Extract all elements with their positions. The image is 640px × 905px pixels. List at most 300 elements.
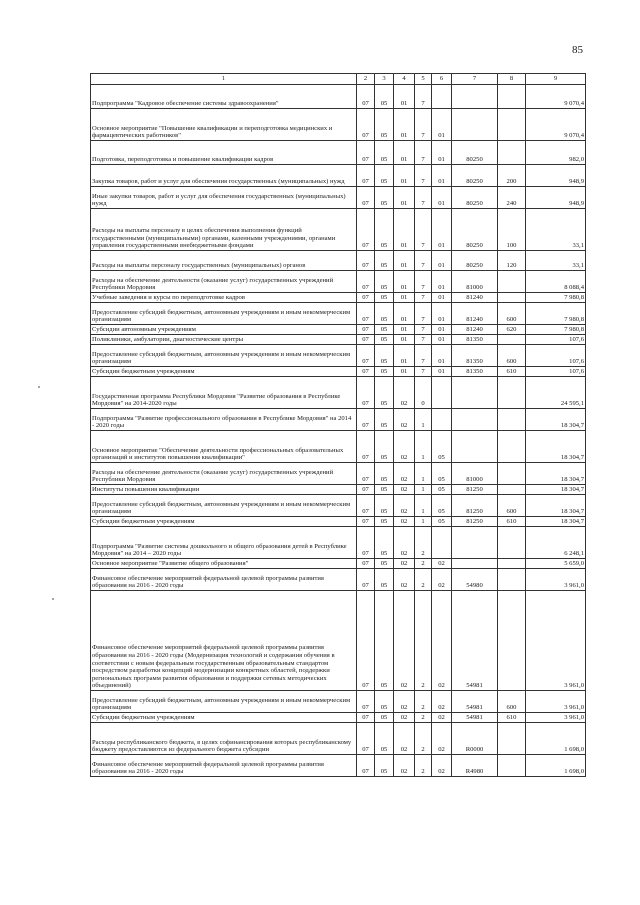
row-amount: 107,6 — [526, 335, 586, 345]
page-number: 85 — [572, 44, 583, 56]
code-measure: 02 — [432, 713, 452, 723]
code-subprogram: 7 — [415, 109, 432, 141]
code-direction: 80250 — [452, 141, 498, 165]
code-expense-type: 240 — [498, 187, 526, 209]
code-direction: 80250 — [452, 165, 498, 187]
code-section: 07 — [357, 527, 375, 559]
code-measure — [432, 85, 452, 109]
code-subsection: 05 — [375, 409, 394, 431]
row-description: Предоставление субсидий бюджетным, автономным учреждениям и иным некоммерческим организациям — [91, 345, 357, 367]
code-direction — [452, 527, 498, 559]
code-direction: 81000 — [452, 463, 498, 485]
row-amount: 948,9 — [526, 165, 586, 187]
table-row — [91, 723, 586, 755]
code-section: 07 — [357, 377, 375, 409]
code-section: 07 — [357, 463, 375, 485]
code-measure: 01 — [432, 271, 452, 293]
code-expense-type — [498, 377, 526, 409]
code-subsection: 05 — [375, 559, 394, 569]
code-program: 01 — [394, 271, 415, 293]
code-measure: 01 — [432, 187, 452, 209]
code-direction: 81240 — [452, 325, 498, 335]
column-number-row — [91, 74, 586, 85]
row-description: Подпрограмма "Кадровое обеспечение системы здравоохранения" — [91, 85, 357, 109]
row-amount: 24 595,1 — [526, 377, 586, 409]
code-program: 01 — [394, 293, 415, 303]
row-amount: 33,1 — [526, 251, 586, 271]
code-direction: 81250 — [452, 517, 498, 527]
code-program: 01 — [394, 109, 415, 141]
code-subprogram: 1 — [415, 431, 432, 463]
row-amount: 3 961,0 — [526, 713, 586, 723]
code-subprogram: 2 — [415, 691, 432, 713]
code-direction: 54981 — [452, 591, 498, 691]
table-row — [91, 377, 586, 409]
code-section: 07 — [357, 209, 375, 251]
table-row — [91, 591, 586, 691]
code-expense-type — [498, 723, 526, 755]
code-direction: 81000 — [452, 271, 498, 293]
code-program: 02 — [394, 569, 415, 591]
code-program: 02 — [394, 723, 415, 755]
code-subsection: 05 — [375, 463, 394, 485]
table-row — [91, 527, 586, 559]
code-subprogram: 2 — [415, 559, 432, 569]
code-expense-type: 600 — [498, 303, 526, 325]
code-subsection: 05 — [375, 713, 394, 723]
code-subsection: 05 — [375, 109, 394, 141]
row-amount: 3 961,0 — [526, 569, 586, 591]
code-measure: 01 — [432, 345, 452, 367]
code-program: 02 — [394, 755, 415, 777]
row-description: Предоставление субсидий бюджетным, автономным учреждениям и иным некоммерческим организациям — [91, 303, 357, 325]
row-amount: 8 088,4 — [526, 271, 586, 293]
code-expense-type: 120 — [498, 251, 526, 271]
code-section: 07 — [357, 335, 375, 345]
row-amount: 18 304,7 — [526, 485, 586, 495]
row-amount: 107,6 — [526, 367, 586, 377]
table-row — [91, 713, 586, 723]
row-amount: 18 304,7 — [526, 495, 586, 517]
code-measure: 01 — [432, 251, 452, 271]
code-subsection: 05 — [375, 495, 394, 517]
row-amount: 7 980,8 — [526, 303, 586, 325]
column-header: 9 — [526, 74, 586, 85]
row-description: Основное мероприятие "Обеспечение деятельности профессиональных образовательных организаций и институтов повышения квалификации" — [91, 431, 357, 463]
column-header: 6 — [432, 74, 452, 85]
code-measure: 02 — [432, 723, 452, 755]
code-program: 02 — [394, 377, 415, 409]
code-subprogram: 7 — [415, 367, 432, 377]
code-subprogram: 2 — [415, 591, 432, 691]
code-expense-type — [498, 271, 526, 293]
row-amount: 982,0 — [526, 141, 586, 165]
table-row — [91, 271, 586, 293]
table-row — [91, 495, 586, 517]
code-expense-type — [498, 527, 526, 559]
row-description: Подпрограмма "Развитие профессионального образования в Республике Мордовия" на 2014 - 2020 годы — [91, 409, 357, 431]
table-row — [91, 165, 586, 187]
code-measure: 01 — [432, 325, 452, 335]
code-program: 02 — [394, 409, 415, 431]
code-measure: 01 — [432, 293, 452, 303]
code-subsection: 05 — [375, 325, 394, 335]
code-expense-type: 620 — [498, 325, 526, 335]
code-direction: 81350 — [452, 335, 498, 345]
code-direction: 54980 — [452, 569, 498, 591]
row-amount: 3 961,0 — [526, 691, 586, 713]
row-description: Учебные заведения и курсы по переподготовке кадров — [91, 293, 357, 303]
code-expense-type — [498, 485, 526, 495]
table-row — [91, 409, 586, 431]
code-subprogram: 7 — [415, 187, 432, 209]
code-subprogram: 1 — [415, 517, 432, 527]
row-amount: 18 304,7 — [526, 463, 586, 485]
code-subprogram: 7 — [415, 325, 432, 335]
code-subsection: 05 — [375, 691, 394, 713]
code-program: 01 — [394, 367, 415, 377]
code-direction: 80250 — [452, 209, 498, 251]
row-description: Расходы на выплаты персоналу в целях обеспечения выполнения функций государственными (муниципальными) органами, казенными учреждениями, органами управления государственными внебюджетными фондами — [91, 209, 357, 251]
code-subprogram: 0 — [415, 377, 432, 409]
code-subprogram: 7 — [415, 335, 432, 345]
code-section: 07 — [357, 271, 375, 293]
code-expense-type: 610 — [498, 713, 526, 723]
code-program: 02 — [394, 559, 415, 569]
code-expense-type — [498, 85, 526, 109]
code-subprogram: 2 — [415, 527, 432, 559]
code-section: 07 — [357, 251, 375, 271]
code-expense-type: 600 — [498, 495, 526, 517]
row-description: Субсидии автономным учреждениям — [91, 325, 357, 335]
row-amount: 107,6 — [526, 345, 586, 367]
code-section: 07 — [357, 559, 375, 569]
code-program: 01 — [394, 165, 415, 187]
column-header: 7 — [452, 74, 498, 85]
code-direction: 81240 — [452, 303, 498, 325]
row-amount: 6 248,1 — [526, 527, 586, 559]
code-expense-type: 100 — [498, 209, 526, 251]
code-program: 02 — [394, 495, 415, 517]
code-section: 07 — [357, 755, 375, 777]
code-subsection: 05 — [375, 755, 394, 777]
code-expense-type: 600 — [498, 691, 526, 713]
code-direction — [452, 377, 498, 409]
column-header: 8 — [498, 74, 526, 85]
code-subprogram: 1 — [415, 485, 432, 495]
code-section: 07 — [357, 691, 375, 713]
code-direction — [452, 431, 498, 463]
code-measure: 05 — [432, 431, 452, 463]
column-header: 3 — [375, 74, 394, 85]
code-program: 01 — [394, 251, 415, 271]
table-row — [91, 569, 586, 591]
code-direction — [452, 559, 498, 569]
code-expense-type — [498, 293, 526, 303]
row-description: Финансовое обеспечение мероприятий федеральной целевой программы развития образования на 2016 - 2020 годы — [91, 569, 357, 591]
code-direction: 80250 — [452, 251, 498, 271]
code-expense-type — [498, 463, 526, 485]
code-expense-type — [498, 755, 526, 777]
code-direction: 54981 — [452, 691, 498, 713]
code-subsection: 05 — [375, 345, 394, 367]
code-subsection: 05 — [375, 85, 394, 109]
code-program: 02 — [394, 713, 415, 723]
code-section: 07 — [357, 723, 375, 755]
row-description: Субсидии бюджетным учреждениям — [91, 367, 357, 377]
code-measure: 02 — [432, 591, 452, 691]
code-measure: 01 — [432, 335, 452, 345]
code-section: 07 — [357, 591, 375, 691]
table-row — [91, 367, 586, 377]
code-program: 01 — [394, 345, 415, 367]
row-amount: 3 961,0 — [526, 591, 586, 691]
code-subsection: 05 — [375, 527, 394, 559]
code-subsection: 05 — [375, 251, 394, 271]
code-subsection: 05 — [375, 165, 394, 187]
code-expense-type — [498, 559, 526, 569]
code-expense-type — [498, 409, 526, 431]
code-subsection: 05 — [375, 569, 394, 591]
column-header: 5 — [415, 74, 432, 85]
row-amount: 1 698,0 — [526, 723, 586, 755]
code-measure: 02 — [432, 691, 452, 713]
row-description: Финансовое обеспечение мероприятий федеральной целевой программы развития образования на 2016 - 2020 годы (Модернизация технологий и содержания обучения в соответствии с новым федеральным государственным образовательным стандартом посредством разработки концепций модернизации конкретных областей, поддержки региональных программ развития образования и поддержки сетевых методических объединений) — [91, 591, 357, 691]
code-subsection: 05 — [375, 377, 394, 409]
code-expense-type: 200 — [498, 165, 526, 187]
code-subprogram: 7 — [415, 293, 432, 303]
code-section: 07 — [357, 141, 375, 165]
code-subsection: 05 — [375, 723, 394, 755]
code-expense-type — [498, 591, 526, 691]
code-subprogram: 2 — [415, 713, 432, 723]
code-expense-type — [498, 141, 526, 165]
code-subprogram: 7 — [415, 141, 432, 165]
code-subprogram: 7 — [415, 251, 432, 271]
table-row — [91, 209, 586, 251]
code-subprogram: 2 — [415, 569, 432, 591]
code-subprogram: 7 — [415, 209, 432, 251]
code-program: 02 — [394, 431, 415, 463]
code-section: 07 — [357, 325, 375, 335]
row-amount: 9 070,4 — [526, 109, 586, 141]
table-row — [91, 345, 586, 367]
code-section: 07 — [357, 165, 375, 187]
code-expense-type: 600 — [498, 345, 526, 367]
column-header: 2 — [357, 74, 375, 85]
code-section: 07 — [357, 409, 375, 431]
code-program: 01 — [394, 187, 415, 209]
code-direction: 81250 — [452, 495, 498, 517]
row-amount: 33,1 — [526, 209, 586, 251]
code-program: 02 — [394, 517, 415, 527]
code-measure: 05 — [432, 517, 452, 527]
row-description: Основное мероприятие "Повышение квалификации и переподготовка медицинских и фармацевтических работников" — [91, 109, 357, 141]
code-measure — [432, 377, 452, 409]
code-measure: 01 — [432, 303, 452, 325]
code-program: 01 — [394, 209, 415, 251]
code-subprogram: 7 — [415, 271, 432, 293]
row-description: Расходы республиканского бюджета, в целях софинансирования которых республиканскому бюджету предоставляются из федерального бюджета субсидии — [91, 723, 357, 755]
row-description: Расходы на выплаты персоналу государственных (муниципальных) органов — [91, 251, 357, 271]
row-amount: 1 698,0 — [526, 755, 586, 777]
code-measure — [432, 409, 452, 431]
table-row — [91, 463, 586, 485]
column-header: 1 — [91, 74, 357, 85]
code-subprogram: 7 — [415, 165, 432, 187]
table-row — [91, 517, 586, 527]
table-row — [91, 293, 586, 303]
row-description: Финансовое обеспечение мероприятий федеральной целевой программы развития образования на 2016 - 2020 годы — [91, 755, 357, 777]
code-subprogram: 7 — [415, 345, 432, 367]
code-subsection: 05 — [375, 485, 394, 495]
code-section: 07 — [357, 713, 375, 723]
code-measure: 01 — [432, 109, 452, 141]
code-subsection: 05 — [375, 209, 394, 251]
table-row — [91, 691, 586, 713]
code-subsection: 05 — [375, 517, 394, 527]
table-row — [91, 431, 586, 463]
code-expense-type — [498, 335, 526, 345]
code-direction: 81250 — [452, 485, 498, 495]
code-expense-type: 610 — [498, 367, 526, 377]
code-program: 01 — [394, 303, 415, 325]
code-section: 07 — [357, 517, 375, 527]
code-measure: 02 — [432, 755, 452, 777]
code-subprogram: 7 — [415, 85, 432, 109]
code-measure: 01 — [432, 165, 452, 187]
row-description: Расходы на обеспечение деятельности (оказание услуг) государственных учреждений Республики Мордовия — [91, 271, 357, 293]
row-description: Иные закупки товаров, работ и услуг для обеспечения государственных (муниципальных) нужд — [91, 187, 357, 209]
code-measure: 05 — [432, 463, 452, 485]
row-description: Институты повышения квалификации — [91, 485, 357, 495]
row-amount: 18 304,7 — [526, 517, 586, 527]
code-subprogram: 1 — [415, 463, 432, 485]
code-subprogram: 1 — [415, 409, 432, 431]
table-row — [91, 335, 586, 345]
table-row — [91, 187, 586, 209]
code-measure — [432, 527, 452, 559]
scan-speck — [52, 598, 54, 600]
table-row — [91, 325, 586, 335]
code-section: 07 — [357, 109, 375, 141]
row-description: Государственная программа Республики Мордовия "Развитие образования в Республике Мордовия" на 2014-2020 годы — [91, 377, 357, 409]
row-amount: 9 070,4 — [526, 85, 586, 109]
row-amount: 7 980,8 — [526, 293, 586, 303]
code-section: 07 — [357, 293, 375, 303]
code-subsection: 05 — [375, 271, 394, 293]
budget-table — [90, 73, 586, 777]
code-subsection: 05 — [375, 591, 394, 691]
row-description: Основное мероприятие "Развитие общего образования" — [91, 559, 357, 569]
code-subprogram: 1 — [415, 495, 432, 517]
code-expense-type — [498, 431, 526, 463]
column-header: 4 — [394, 74, 415, 85]
code-measure: 01 — [432, 367, 452, 377]
table-header — [91, 74, 586, 85]
row-description: Подготовка, переподготовка и повышение квалификации кадров — [91, 141, 357, 165]
row-description: Субсидии бюджетным учреждениям — [91, 517, 357, 527]
code-subprogram: 2 — [415, 723, 432, 755]
code-direction: 81350 — [452, 345, 498, 367]
row-description: Предоставление субсидий бюджетным, автономным учреждениям и иным некоммерческим организациям — [91, 691, 357, 713]
code-direction: 81350 — [452, 367, 498, 377]
table-row — [91, 559, 586, 569]
code-expense-type — [498, 569, 526, 591]
table-row — [91, 141, 586, 165]
code-direction — [452, 409, 498, 431]
code-program: 02 — [394, 463, 415, 485]
code-section: 07 — [357, 303, 375, 325]
code-section: 07 — [357, 431, 375, 463]
table-row — [91, 303, 586, 325]
code-subprogram: 2 — [415, 755, 432, 777]
table-body — [91, 85, 586, 777]
code-subsection: 05 — [375, 367, 394, 377]
row-description: Подпрограмма "Развитие системы дошкольного и общего образования детей в Республике Мордовия" на 2014 – 2020 годы — [91, 527, 357, 559]
code-direction: 80250 — [452, 187, 498, 209]
code-measure: 05 — [432, 485, 452, 495]
row-description: Поликлиники, амбулатории, диагностические центры — [91, 335, 357, 345]
code-program: 01 — [394, 335, 415, 345]
code-measure: 01 — [432, 209, 452, 251]
table-row — [91, 755, 586, 777]
code-section: 07 — [357, 345, 375, 367]
row-description: Закупка товаров, работ и услуг для обеспечения государственных (муниципальных) нужд — [91, 165, 357, 187]
code-measure: 01 — [432, 141, 452, 165]
code-subsection: 05 — [375, 187, 394, 209]
code-section: 07 — [357, 485, 375, 495]
code-program: 02 — [394, 691, 415, 713]
code-program: 01 — [394, 141, 415, 165]
code-direction: R4980 — [452, 755, 498, 777]
code-subsection: 05 — [375, 335, 394, 345]
code-direction — [452, 109, 498, 141]
code-subprogram: 7 — [415, 303, 432, 325]
code-program: 02 — [394, 485, 415, 495]
row-description: Субсидии бюджетным учреждениям — [91, 713, 357, 723]
code-section: 07 — [357, 495, 375, 517]
code-subsection: 05 — [375, 303, 394, 325]
code-program: 02 — [394, 527, 415, 559]
code-measure: 02 — [432, 569, 452, 591]
code-direction: 81240 — [452, 293, 498, 303]
code-program: 01 — [394, 85, 415, 109]
code-measure: 02 — [432, 559, 452, 569]
scan-speck — [38, 386, 40, 388]
row-amount: 948,9 — [526, 187, 586, 209]
code-expense-type — [498, 109, 526, 141]
code-program: 02 — [394, 591, 415, 691]
table-row — [91, 485, 586, 495]
code-subsection: 05 — [375, 141, 394, 165]
table-row — [91, 109, 586, 141]
row-amount: 5 659,0 — [526, 559, 586, 569]
code-section: 07 — [357, 367, 375, 377]
table-row — [91, 251, 586, 271]
row-amount: 7 980,8 — [526, 325, 586, 335]
code-subsection: 05 — [375, 293, 394, 303]
code-program: 01 — [394, 325, 415, 335]
row-amount: 18 304,7 — [526, 409, 586, 431]
row-description: Предоставление субсидий бюджетным, автономным учреждениям и иным некоммерческим организациям — [91, 495, 357, 517]
code-section: 07 — [357, 85, 375, 109]
code-section: 07 — [357, 187, 375, 209]
code-section: 07 — [357, 569, 375, 591]
row-description: Расходы на обеспечение деятельности (оказание услуг) государственных учреждений Республики Мордовия — [91, 463, 357, 485]
row-amount: 18 304,7 — [526, 431, 586, 463]
code-expense-type: 610 — [498, 517, 526, 527]
